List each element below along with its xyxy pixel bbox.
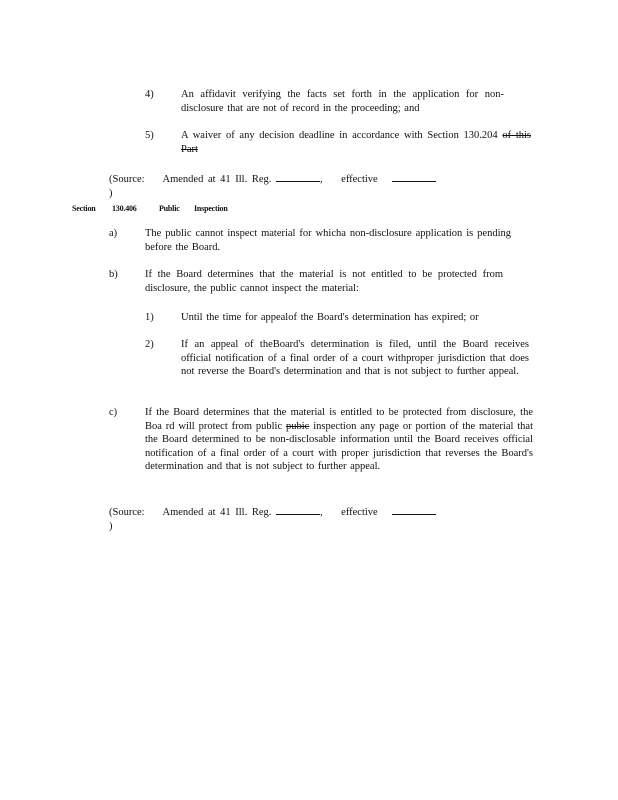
paragraph-item-5 [181,129,531,156]
c-text-before: If the Board determines that the material is entitled to be protected from disclosure, the Boa rd will protect from public [145,407,533,432]
paragraph-c [145,406,533,474]
item-5-text: A waiver of any decision deadline in accordance with Section 130.204 [181,130,498,141]
blank-line [276,505,320,515]
source-note [109,505,439,533]
section-number: 130.406 [112,204,137,213]
paragraph-b2: If an appeal of theBoard's determination is filed, until the Board receives official notification of a final order of a court withproper jurisdiction that does not reverse the Board's determination and that is not subject to further appeal. [181,339,529,378]
source-open: (Source: [109,507,145,518]
list-number: c) [109,407,118,418]
list-number: 2) [145,339,154,350]
list-number: 1) [145,312,154,323]
source-effective: effective [341,507,378,518]
c-text-after: inspection any page or portion of the material that the Board determined to be non-disclosable information until the Board receives official notification of a final order of a court with proper jurisdiction that reverses the Board's determination and that is not subject to further appeal. [145,420,534,473]
list-number: a) [109,228,118,239]
section-label: Section [72,204,96,213]
blank-line [392,505,436,515]
list-number: b) [109,269,118,280]
paragraph-a: The public cannot inspect material for whicha non-disclosure application is pending before the Board. [145,228,511,253]
blank-line [392,172,436,182]
section-title: Public [159,204,180,213]
source-close: ) [109,187,113,199]
source-comma: , [320,507,323,518]
source-note [109,172,439,200]
list-number: 4) [145,89,154,100]
struck-text: pubic [285,420,310,432]
source-effective: effective [341,174,378,185]
source-close: ) [109,520,113,532]
paragraph-b1: Until the time for appealof the Board's determination has expired; or [181,312,479,323]
source-amended: Amended at 41 Ill. Reg. [162,507,272,518]
blank-line [276,172,320,182]
list-number: 5) [145,130,154,141]
section-title-2: Inspection [194,204,228,213]
struck-text: of this Part [181,130,532,155]
paragraph-item-4: An affidavit verifying the facts set forth in the application for non-disclosure that are not of record in the proceeding; and [181,89,504,114]
source-comma: , [320,174,323,185]
source-open: (Source: [109,174,145,185]
paragraph-b: If the Board determines that the material is not entitled to be protected from disclosure, the public cannot inspect the material: [145,269,503,294]
source-amended: Amended at 41 Ill. Reg. [162,174,272,185]
